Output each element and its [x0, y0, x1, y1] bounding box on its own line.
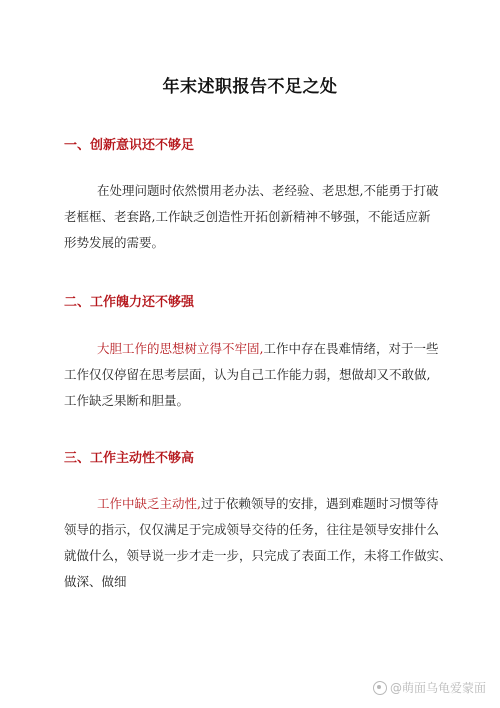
- paragraph-text: 过于依赖领导的安排，遇到难题时习惯等待: [200, 496, 439, 511]
- paragraph-line: 形势发展的需要。: [64, 235, 165, 250]
- paragraph-line: 领导的指示，仅仅满足于完成领导交待的任务，往往是领导安排什么: [64, 522, 440, 537]
- paragraph-line: [64, 491, 442, 517]
- paragraph-line: 做深、做细: [64, 574, 127, 589]
- platform-logo-icon: [373, 681, 387, 695]
- section-heading-2: 二、工作魄力还不够强: [64, 295, 195, 310]
- watermark-text: @萌面乌龟爱蒙面: [389, 681, 486, 695]
- section-paragraph-1: [64, 178, 442, 256]
- highlighted-phrase: 大胆工作的思想树立得不牢固,: [97, 341, 264, 356]
- paragraph-line: [64, 336, 442, 362]
- section-heading-3: 三、工作主动性不够高: [64, 451, 195, 466]
- paragraph-line: 工作缺乏果断和胆量。: [64, 393, 190, 408]
- section-heading-1: 一、创新意识还不够足: [64, 138, 195, 153]
- page-title: 年末述职报告不足之处: [162, 77, 338, 97]
- highlighted-phrase: 工作中缺乏主动性,: [97, 496, 201, 511]
- paragraph-line: 工作仅仅停留在思考层面，认为自己工作能力弱，想做却又不敢做,: [64, 367, 431, 382]
- paragraph-text: 工作中存在畏难情绪，对于一些: [263, 341, 439, 356]
- section-paragraph-3: [64, 491, 452, 595]
- paragraph-line: 在处理问题时依然惯用老办法、老经验、老思想,不能勇于打破: [97, 183, 439, 198]
- paragraph-line: 老框框、老套路,工作缺乏创造性开拓创新精神不够强，不能适应新: [64, 209, 431, 224]
- section-paragraph-2: [64, 336, 442, 414]
- paragraph-line: 就做什么，领导说一步才走一步，只完成了表面工作，未将工作做实、: [64, 548, 452, 563]
- watermark: [373, 679, 486, 696]
